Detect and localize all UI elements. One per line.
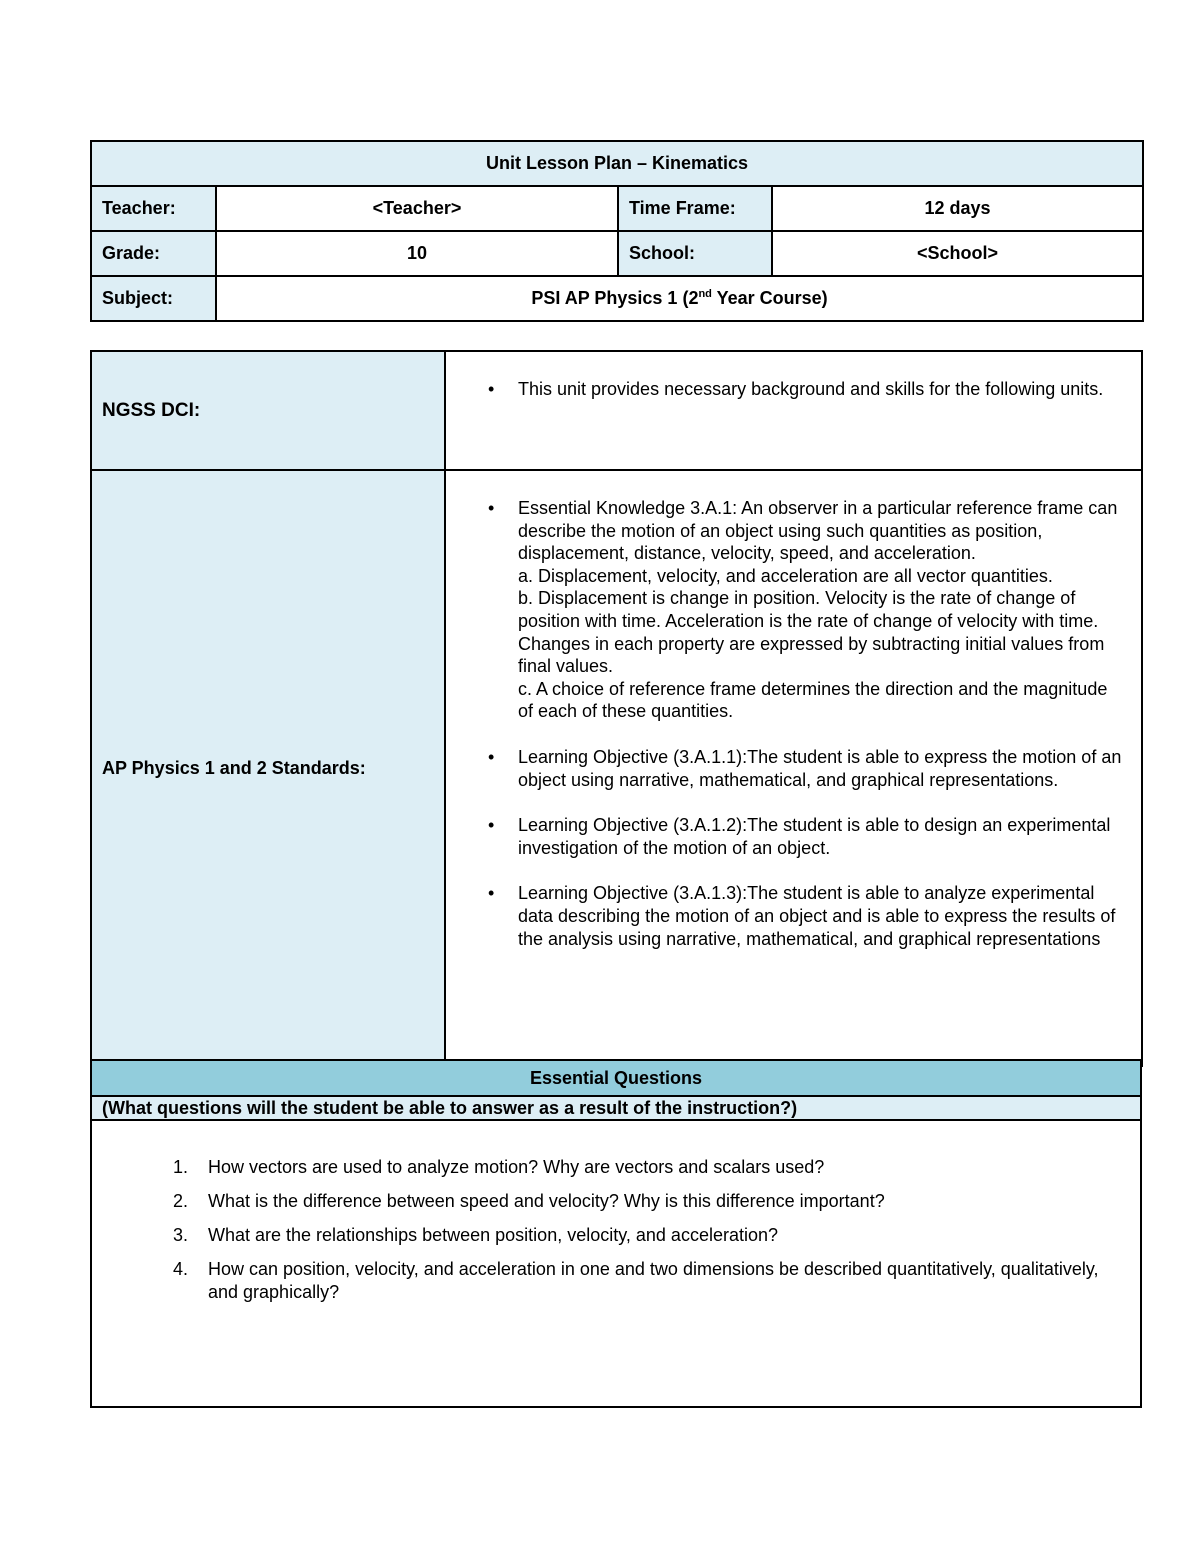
essential-questions-subtitle: (What questions will the student be able to answer as a result of the instruction?) [91, 1096, 1141, 1120]
grade-label: Grade: [91, 231, 216, 276]
essential-questions-table [90, 1059, 1142, 1408]
standards-table [90, 350, 1143, 1067]
school-value: <School> [772, 231, 1143, 276]
timeframe-value: 12 days [772, 186, 1143, 231]
question-text: What are the relationships between position, velocity, and acceleration? [208, 1225, 778, 1245]
question-number: 1. [173, 1157, 189, 1177]
essential-knowledge-a: a. Displacement, velocity, and acceleration are all vector quantities. [518, 565, 1053, 586]
school-label: School: [618, 231, 772, 276]
bullet-icon: • [488, 746, 495, 767]
question-number: 2. [173, 1191, 189, 1211]
ap-standards-content [445, 470, 1142, 1066]
question-number: 4. [173, 1259, 189, 1279]
teacher-label: Teacher: [91, 186, 216, 231]
list-item [102, 1258, 1130, 1304]
list-item [446, 378, 1131, 401]
bullet-icon: • [488, 498, 495, 518]
ngss-bullet-text: This unit provides necessary background and skills for the following units. [518, 379, 1104, 399]
ngss-label: NGSS DCI: [91, 351, 445, 470]
learning-objective-1: Learning Objective (3.A.1.1):The student is able to express the motion of an object using narrative, mathematical, and graphical representations. [518, 746, 1122, 790]
essential-knowledge-text: Essential Knowledge 3.A.1: An observer in a particular reference frame can describe the motion of an object using such quantities as position, displacement, distance, velocity, speed, and acceleration. [518, 498, 1118, 564]
list-item [102, 1190, 1130, 1213]
learning-objective-2: Learning Objective (3.A.1.2):The student is able to design an experimental investigation of the motion of an object. [518, 815, 1111, 858]
ngss-content [445, 351, 1142, 470]
question-number: 3. [173, 1225, 189, 1245]
timeframe-label: Time Frame: [618, 186, 772, 231]
bullet-icon: • [488, 815, 495, 836]
subject-label: Subject: [91, 276, 216, 321]
question-text: How vectors are used to analyze motion? Why are vectors and scalars used? [208, 1157, 825, 1177]
learning-objective-3: Learning Objective (3.A.1.3):The student is able to analyze experimental data describing the motion of an object and is able to express the results of the analysis using narrative, mathematical, and graphical representations [518, 883, 1116, 949]
essential-questions-body [91, 1120, 1141, 1407]
question-text: How can position, velocity, and acceleration in one and two dimensions be described quantitatively, qualitatively, and graphically? [208, 1259, 1099, 1302]
bullet-icon: • [488, 883, 495, 904]
subject-suffix: Year Course) [711, 288, 828, 308]
list-item [446, 882, 1131, 950]
list-item [446, 497, 1131, 723]
subject-prefix: PSI AP Physics 1 (2 [531, 288, 699, 308]
teacher-value: <Teacher> [216, 186, 618, 231]
unit-title: Unit Lesson Plan – Kinematics [91, 141, 1143, 186]
list-item [102, 1224, 1130, 1247]
grade-value: 10 [216, 231, 618, 276]
list-item [446, 814, 1131, 859]
subject-superscript: nd [698, 288, 712, 300]
ap-standards-label: AP Physics 1 and 2 Standards: [91, 470, 445, 1066]
unit-header-table [90, 140, 1144, 322]
bullet-icon: • [488, 379, 495, 399]
essential-knowledge-c: c. A choice of reference frame determines the direction and the magnitude of each of these quantities. [518, 678, 1108, 722]
essential-questions-title: Essential Questions [91, 1060, 1141, 1096]
question-text: What is the difference between speed and velocity? Why is this difference important? [208, 1191, 885, 1211]
list-item [102, 1156, 1130, 1179]
subject-value [216, 276, 1143, 321]
essential-knowledge-b: b. Displacement is change in position. Velocity is the rate of change of position with time. Acceleration is the rate of change of velocity with time. Changes in each property are expressed by subtracting initial values from final values. [518, 588, 1105, 677]
list-item [446, 746, 1131, 791]
